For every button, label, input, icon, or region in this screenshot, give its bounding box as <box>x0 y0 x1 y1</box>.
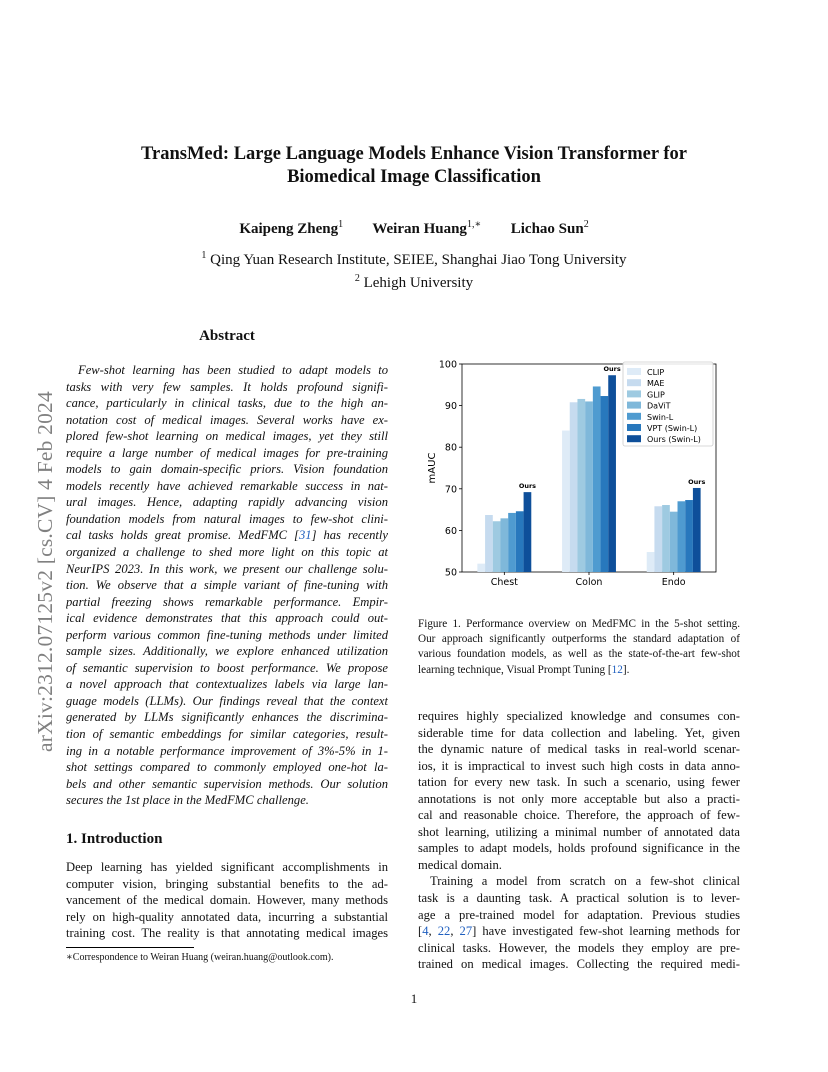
bar <box>524 492 532 572</box>
bar <box>685 500 693 572</box>
text-line: the dynamic nature of medical tasks in real-world scenar- <box>418 742 740 757</box>
text-line: NeurIPS 2023. In this work, we present our challenge solu- <box>66 561 388 576</box>
text-line: tasks with very few samples. It holds profound signifi- <box>66 379 388 394</box>
author-name: Kaipeng Zheng <box>239 221 339 237</box>
bar <box>508 513 516 572</box>
text-line: clinical tasks. However, the models they employ are pre- <box>418 940 740 955</box>
bar <box>693 488 701 572</box>
legend-label: MAE <box>647 379 665 389</box>
bar <box>562 431 570 572</box>
paper-title-line-2: Biomedical Image Classification <box>287 167 541 187</box>
text-line: Deep learning has yielded significant accomplishments in <box>66 860 388 874</box>
text-line: foundation models from natural images to few-shot clini- <box>66 511 388 526</box>
affiliation <box>60 250 768 269</box>
x-tick-label: Colon <box>575 577 603 588</box>
text-line: Our approach significantly outperforms the standard adaptation of <box>418 633 740 646</box>
bar <box>570 402 578 572</box>
legend-label: DaViT <box>647 401 671 411</box>
text-line: cal and reasonable choice. Therefore, the approach of few- <box>418 808 740 823</box>
text-line: notation cost of medical images. Several works have ex- <box>66 412 388 427</box>
text-line: computer vision, bringing substantial benefits to the ad- <box>66 876 388 891</box>
bar <box>577 399 585 572</box>
text-line: various foundation models, as well as the state-of-the-art few-shot <box>418 648 740 661</box>
text-line: age a pre-trained model for adaptation. Previous studies <box>418 907 740 922</box>
y-tick-label: 100 <box>438 359 457 371</box>
x-tick-label: Endo <box>661 577 686 588</box>
bar <box>500 518 508 572</box>
bar <box>647 552 655 572</box>
text-line: ing in a notable performance improvement of 3%-5% in 1- <box>66 743 388 758</box>
ours-annotation: Ours <box>603 365 621 374</box>
legend-swatch <box>627 402 641 409</box>
right-column-body <box>418 708 740 973</box>
text-line: [4, 22, 27] have investigated few-shot learning methods for <box>418 924 740 939</box>
abstract-body <box>66 362 388 809</box>
text-line: generated by LLMs significantly enhances the discrimina- <box>66 710 388 725</box>
bar <box>485 515 493 572</box>
text-line: ural images. Hence, adapting rapidly advancing vision <box>66 495 388 510</box>
legend-swatch <box>627 413 641 420</box>
bar <box>516 511 524 572</box>
legend-swatch <box>627 390 641 397</box>
text-line: tion of semantic embeddings for similar categories, result- <box>66 727 388 742</box>
legend-label: VPT (Swin-L) <box>647 424 698 433</box>
bar <box>493 521 501 572</box>
text-line: samples to adapt models, holds profound significance in the <box>418 841 740 856</box>
section-heading-introduction: 1. Introduction <box>66 831 163 847</box>
legend-label: GLIP <box>647 390 665 400</box>
performance-bar-chart <box>418 352 718 592</box>
legend-swatch <box>627 435 641 442</box>
legend-swatch <box>627 368 641 375</box>
text-line: secures the 1st place in the MedFMC challenge. <box>66 793 309 808</box>
text-line: plored few-shot learning on medical images, yet they still <box>66 429 388 444</box>
text-line: models to gain domain-specific priors. Vision foundation <box>66 462 388 477</box>
text-line: cance, particularly in clinical tasks, due to the high an- <box>66 396 388 411</box>
paper-title-line-1: TransMed: Large Language Models Enhance Vision Transformer for <box>141 144 687 164</box>
legend-swatch <box>627 424 641 431</box>
text-line: learning technique, Visual Prompt Tuning [12]. <box>418 663 630 676</box>
affiliation-mark: 1 <box>201 250 207 261</box>
text-line: training cost. The reality is that annotating medical images <box>66 926 388 941</box>
text-line: Figure 1. Performance overview on MedFMC in the 5-shot setting. <box>418 618 740 630</box>
author-list <box>60 219 768 238</box>
legend-label: CLIP <box>647 368 665 377</box>
author-affil-mark: 1,∗ <box>466 219 482 230</box>
bar <box>608 375 616 572</box>
text-line: requires highly specialized knowledge and consumes con- <box>418 709 740 723</box>
introduction-body <box>66 859 388 942</box>
text-line: models recently have achieved remarkable success in nat- <box>66 478 388 493</box>
text-line: Few-shot learning has been studied to adapt models to <box>78 363 388 377</box>
text-line: shot learning, utilizing a minimal number of annotated data <box>418 824 740 839</box>
y-tick-label: 50 <box>444 567 457 579</box>
footnote: ∗Correspondence to Weiran Huang (weiran.huang@outlook.com). <box>66 952 334 963</box>
text-line: trained on medical images. Collecting the required medi- <box>418 957 740 972</box>
bar <box>601 396 609 572</box>
affiliation-text: Qing Yuan Research Institute, SEIEE, Shanghai Jiao Tong University <box>210 252 627 268</box>
text-line: of semantic supervision to boost performance. We propose <box>66 660 388 675</box>
text-line: medical domain. <box>418 857 502 872</box>
ours-annotation: Ours <box>688 477 706 486</box>
legend-label: Ours (Swin-L) <box>647 435 701 445</box>
bar <box>670 512 678 572</box>
y-tick-label: 70 <box>444 484 457 496</box>
page-number: 1 <box>410 991 418 1006</box>
text-line: cal tasks holds great promise. MedFMC [31] has recently <box>66 528 388 543</box>
affiliation-text: Lehigh University <box>363 275 474 291</box>
ours-annotation: Ours <box>518 482 537 491</box>
bar <box>585 401 593 572</box>
legend-swatch <box>627 379 641 386</box>
arxiv-identifier: arXiv:2312.07125v2 [cs.CV] 4 Feb 2024 <box>33 391 57 752</box>
text-line: rely on high-quality annotated data, incurring a substantial <box>66 909 388 924</box>
footnote-rule <box>66 947 194 948</box>
bar <box>662 505 670 572</box>
text-line: ical evidence demonstrates that this approach could out- <box>66 611 388 626</box>
text-line: tion. We observe that a simple variant of fine-tuning with <box>66 578 388 593</box>
y-tick-label: 90 <box>444 401 457 413</box>
text-line: siderable time for data collection and labeling. Yet, given <box>418 725 740 740</box>
bar <box>477 564 485 572</box>
text-line: bels and other semantic supervision methods. Our solution <box>66 776 388 791</box>
text-line: task is a daunting task. A practical solution is to lever- <box>418 891 740 906</box>
bar <box>654 506 662 572</box>
affiliation <box>60 273 768 292</box>
author-name: Weiran Huang <box>372 221 467 237</box>
text-line: a novel approach that contextualizes labels via large lan- <box>66 677 388 692</box>
text-line: ios, it is impractical to invest such high costs in data anno- <box>418 758 740 773</box>
bar <box>593 386 601 572</box>
y-tick-label: 80 <box>444 442 457 454</box>
abstract-heading: Abstract <box>199 328 255 344</box>
text-line: organized a challenge to shed more light on this topic at <box>66 545 388 560</box>
text-line: perform various common fine-tuning methods under limited <box>66 627 388 642</box>
y-tick-label: 60 <box>444 525 457 537</box>
y-axis-label: mAUC <box>427 452 438 484</box>
author-name: Lichao Sun <box>510 221 584 237</box>
text-line: partial freezing shows remarkable performance. Empir- <box>66 594 388 609</box>
bar <box>678 501 686 572</box>
legend-label: Swin-L <box>647 412 674 422</box>
text-line: Training a model from scratch on a few-shot clinical <box>430 874 740 889</box>
affiliation-mark: 2 <box>354 273 360 284</box>
author-affil-mark: 2 <box>583 219 589 230</box>
text-line: sample sizes. Additionally, we explore enhanced utilization <box>66 644 388 659</box>
text-line: require a large number of medical images for pre-training <box>66 445 388 460</box>
text-line: tation for every new task. In such a scenario, using fewer <box>418 775 740 790</box>
x-tick-label: Chest <box>490 577 518 588</box>
text-line: guage models (LLMs). Our findings reveal that the context <box>66 693 388 708</box>
text-line: annotations is not only more acceptable but also a practi- <box>418 791 740 806</box>
text-line: vancement of the medical domain. However, many methods <box>66 893 388 908</box>
figure-caption <box>418 617 740 678</box>
text-line: shot settings compared to commonly employed one-hot la- <box>66 760 388 775</box>
author-affil-mark: 1 <box>338 219 344 230</box>
